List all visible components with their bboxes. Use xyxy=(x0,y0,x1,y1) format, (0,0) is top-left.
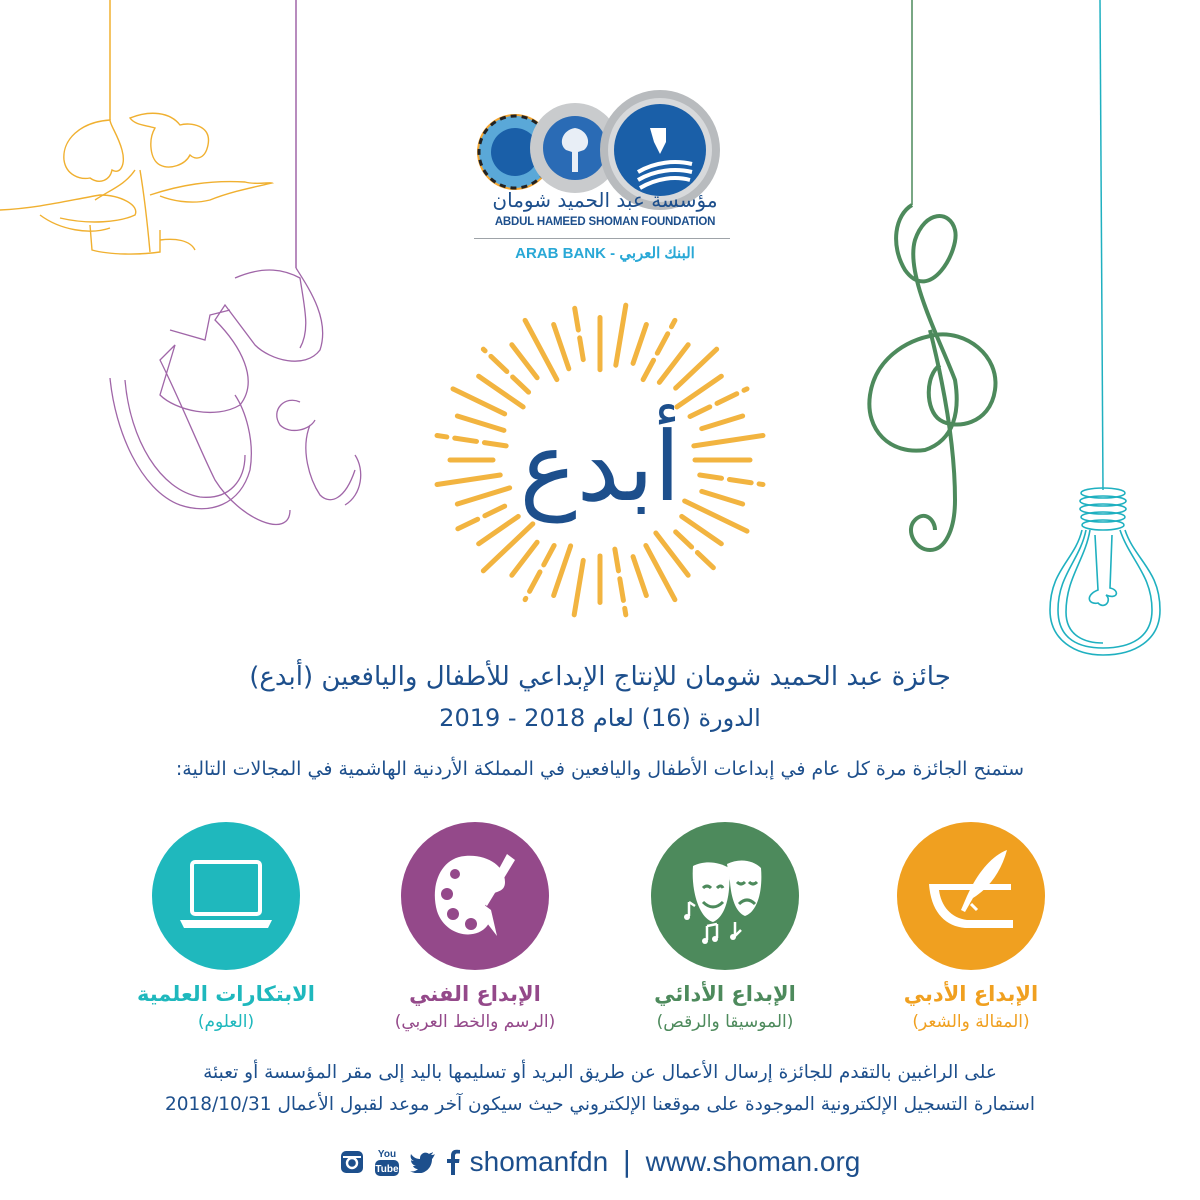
logo-name-english: ABDUL HAMEED SHOMAN FOUNDATION xyxy=(494,216,716,228)
award-session: الدورة (16) لعام 2018 - 2019 xyxy=(439,704,761,732)
website-link[interactable]: www.shoman.org xyxy=(645,1145,861,1177)
palette-icon xyxy=(401,822,549,970)
logo-divider xyxy=(474,238,730,239)
svg-text:Tube: Tube xyxy=(375,1163,399,1175)
svg-text:You: You xyxy=(377,1148,396,1160)
treble-clef-illustration xyxy=(869,205,995,550)
category-subtitle: (الرسم والخط العربي) xyxy=(394,1012,556,1032)
logo-arab-bank: ARAB BANK - البنك العربي xyxy=(515,245,695,262)
submission-instructions-line2: استمارة التسجيل الإلكترونية الموجودة على موقعنا الإلكتروني حيث سيكون آخر موعد لقبول الأعمال 2018/10/31 xyxy=(164,1094,1036,1115)
shoman-foundation-logo xyxy=(470,52,740,272)
logo-name-arabic: مؤسسة عبد الحميد شومان xyxy=(492,188,718,212)
laptop-icon xyxy=(152,822,300,970)
youtube-icon[interactable] xyxy=(374,1146,400,1178)
category-subtitle: (العلوم) xyxy=(197,1012,255,1032)
theater-masks-icon xyxy=(651,822,799,970)
lightbulb-illustration xyxy=(1050,488,1160,655)
ibdaa-emblem xyxy=(420,295,780,625)
category-science xyxy=(131,822,321,1032)
facebook-icon[interactable] xyxy=(446,1149,460,1175)
twitter-icon[interactable] xyxy=(410,1151,436,1173)
category-name: الابتكارات العلمية xyxy=(137,982,315,1006)
children-reading-illustration xyxy=(0,113,272,254)
award-title: جائزة عبد الحميد شومان للإنتاج الإبداعي للأطفال واليافعين (أبدع) xyxy=(249,662,951,692)
social-footer xyxy=(0,1145,1200,1178)
ibdaa-logo-text: أبدع xyxy=(519,411,681,523)
category-performing xyxy=(630,822,820,1032)
award-description: ستمنح الجائزة مرة كل عام في إبداعات الأطفال واليافعين في المملكة الأردنية الهاشمية في المجالات التالية: xyxy=(175,758,1025,780)
category-art xyxy=(380,822,570,1032)
category-subtitle: (المقالة والشعر) xyxy=(912,1012,1030,1032)
category-literary xyxy=(876,822,1066,1032)
category-subtitle: (الموسيقا والرقص) xyxy=(656,1012,794,1032)
arabic-calligraphy-illustration xyxy=(110,268,361,524)
quill-icon xyxy=(897,822,1045,970)
category-name: الإبداع الفني xyxy=(409,982,541,1006)
submission-instructions-line1: على الراغبين بالتقدم للجائزة إرسال الأعمال عن طريق البريد أو تسليمها باليد إلى مقر المؤسسة أو تعبئة xyxy=(203,1062,997,1083)
category-name: الإبداع الأدائي xyxy=(654,982,796,1006)
instagram-icon[interactable] xyxy=(340,1150,364,1174)
social-handle[interactable]: shomanfdn xyxy=(469,1145,609,1177)
category-name: الإبداع الأدبي xyxy=(903,982,1039,1006)
footer-separator: | xyxy=(622,1145,632,1178)
